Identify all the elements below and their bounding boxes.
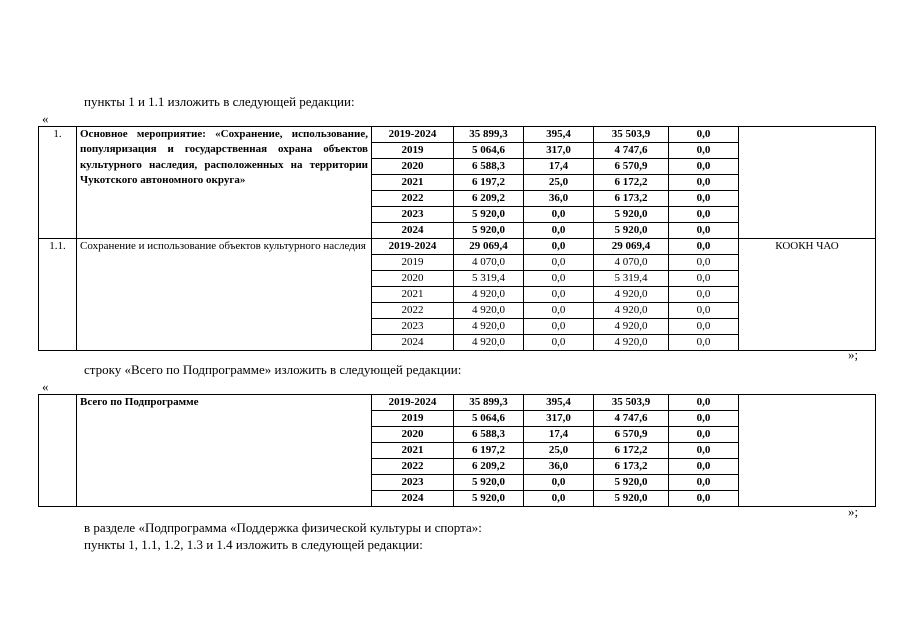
federal-budget-cell: 395,4 (524, 127, 594, 143)
other-sources-cell: 0,0 (669, 239, 739, 255)
period-cell: 2019 (372, 255, 454, 271)
regional-budget-cell: 29 069,4 (594, 239, 669, 255)
federal-budget-cell: 0,0 (524, 271, 594, 287)
federal-budget-cell: 0,0 (524, 287, 594, 303)
period-cell: 2020 (372, 427, 454, 443)
other-sources-cell: 0,0 (669, 443, 739, 459)
federal-budget-cell: 17,4 (524, 427, 594, 443)
total-cell: 29 069,4 (454, 239, 524, 255)
federal-budget-cell: 36,0 (524, 459, 594, 475)
other-sources-cell: 0,0 (669, 271, 739, 287)
total-label-cell: Всего по Подпрограмме (77, 395, 372, 507)
federal-budget-cell: 0,0 (524, 207, 594, 223)
total-cell: 35 899,3 (454, 127, 524, 143)
period-cell: 2019-2024 (372, 127, 454, 143)
period-cell: 2024 (372, 491, 454, 507)
middle-paragraph: строку «Всего по Подпрограмме» изложить в следующей редакции: (84, 362, 462, 377)
responsible-executor-cell: КООКН ЧАО (739, 239, 876, 351)
federal-budget-cell: 395,4 (524, 395, 594, 411)
total-cell: 5 064,6 (454, 143, 524, 159)
total-cell: 4 920,0 (454, 287, 524, 303)
final-paragraph: пункты 1, 1.1, 1.2, 1.3 и 1.4 изложить в следующей редакции: (84, 537, 423, 552)
period-cell: 2020 (372, 159, 454, 175)
federal-budget-cell: 0,0 (524, 303, 594, 319)
period-cell: 2022 (372, 303, 454, 319)
close-quote-1: »; (848, 347, 859, 362)
other-sources-cell: 0,0 (669, 475, 739, 491)
other-sources-cell: 0,0 (669, 143, 739, 159)
federal-budget-cell: 317,0 (524, 143, 594, 159)
total-cell: 4 920,0 (454, 335, 524, 351)
federal-budget-cell: 36,0 (524, 191, 594, 207)
regional-budget-cell: 5 920,0 (594, 491, 669, 507)
total-cell: 5 319,4 (454, 271, 524, 287)
other-sources-cell: 0,0 (669, 459, 739, 475)
regional-budget-cell: 6 570,9 (594, 159, 669, 175)
item-description-cell: Сохранение и использование объектов культурного наследия (77, 239, 372, 351)
other-sources-cell: 0,0 (669, 159, 739, 175)
table-subprogram-total (38, 394, 876, 507)
regional-budget-cell: 4 920,0 (594, 319, 669, 335)
item-number-cell: 1. (39, 127, 77, 239)
period-cell: 2019 (372, 143, 454, 159)
intro-paragraph: пункты 1 и 1.1 изложить в следующей редакции: (84, 94, 355, 109)
federal-budget-cell: 25,0 (524, 175, 594, 191)
other-sources-cell: 0,0 (669, 427, 739, 443)
total-cell: 6 209,2 (454, 191, 524, 207)
total-cell: 6 588,3 (454, 427, 524, 443)
table-row (39, 127, 876, 143)
responsible-executor-cell (739, 127, 876, 239)
federal-budget-cell: 0,0 (524, 255, 594, 271)
period-cell: 2020 (372, 271, 454, 287)
regional-budget-cell: 5 920,0 (594, 223, 669, 239)
federal-budget-cell: 25,0 (524, 443, 594, 459)
period-cell: 2023 (372, 319, 454, 335)
regional-budget-cell: 4 920,0 (594, 287, 669, 303)
other-sources-cell: 0,0 (669, 335, 739, 351)
regional-budget-cell: 5 920,0 (594, 475, 669, 491)
item-number-cell (39, 395, 77, 507)
total-cell: 6 197,2 (454, 175, 524, 191)
regional-budget-cell: 6 173,2 (594, 459, 669, 475)
other-sources-cell: 0,0 (669, 223, 739, 239)
item-number-cell: 1.1. (39, 239, 77, 351)
regional-budget-cell: 4 747,6 (594, 143, 669, 159)
open-quote-1: « (42, 111, 49, 126)
total-cell: 6 197,2 (454, 443, 524, 459)
federal-budget-cell: 0,0 (524, 491, 594, 507)
total-cell: 4 920,0 (454, 319, 524, 335)
period-cell: 2019-2024 (372, 239, 454, 255)
regional-budget-cell: 6 173,2 (594, 191, 669, 207)
period-cell: 2021 (372, 175, 454, 191)
item-description-cell: Основное мероприятие: «Сохранение, использование, популяризация и государственная охрана объектов культурного наследия, расположенных на территории Чукотского автономного округа» (77, 127, 372, 239)
period-cell: 2021 (372, 287, 454, 303)
other-sources-cell: 0,0 (669, 395, 739, 411)
responsible-executor-cell (739, 395, 876, 507)
regional-budget-cell: 6 172,2 (594, 443, 669, 459)
other-sources-cell: 0,0 (669, 127, 739, 143)
regional-budget-cell: 6 570,9 (594, 427, 669, 443)
total-cell: 5 064,6 (454, 411, 524, 427)
period-cell: 2024 (372, 223, 454, 239)
federal-budget-cell: 0,0 (524, 223, 594, 239)
federal-budget-cell: 0,0 (524, 335, 594, 351)
federal-budget-cell: 0,0 (524, 319, 594, 335)
other-sources-cell: 0,0 (669, 175, 739, 191)
period-cell: 2022 (372, 191, 454, 207)
federal-budget-cell: 317,0 (524, 411, 594, 427)
period-cell: 2022 (372, 459, 454, 475)
other-sources-cell: 0,0 (669, 319, 739, 335)
period-cell: 2023 (372, 475, 454, 491)
federal-budget-cell: 17,4 (524, 159, 594, 175)
regional-budget-cell: 35 503,9 (594, 127, 669, 143)
table-row (39, 239, 876, 255)
total-cell: 6 209,2 (454, 459, 524, 475)
period-cell: 2023 (372, 207, 454, 223)
total-cell: 5 920,0 (454, 475, 524, 491)
total-cell: 35 899,3 (454, 395, 524, 411)
regional-budget-cell: 4 070,0 (594, 255, 669, 271)
total-cell: 4 920,0 (454, 303, 524, 319)
period-cell: 2019-2024 (372, 395, 454, 411)
total-cell: 4 070,0 (454, 255, 524, 271)
regional-budget-cell: 5 920,0 (594, 207, 669, 223)
table-subprogram-items (38, 126, 876, 351)
federal-budget-cell: 0,0 (524, 475, 594, 491)
total-cell: 5 920,0 (454, 491, 524, 507)
total-cell: 5 920,0 (454, 207, 524, 223)
other-sources-cell: 0,0 (669, 303, 739, 319)
regional-budget-cell: 4 747,6 (594, 411, 669, 427)
period-cell: 2024 (372, 335, 454, 351)
regional-budget-cell: 35 503,9 (594, 395, 669, 411)
close-quote-2: »; (848, 504, 859, 519)
other-sources-cell: 0,0 (669, 411, 739, 427)
period-cell: 2021 (372, 443, 454, 459)
regional-budget-cell: 4 920,0 (594, 335, 669, 351)
table-row (39, 395, 876, 411)
section-paragraph: в разделе «Подпрограмма «Поддержка физической культуры и спорта»: (84, 520, 482, 535)
regional-budget-cell: 4 920,0 (594, 303, 669, 319)
total-cell: 6 588,3 (454, 159, 524, 175)
other-sources-cell: 0,0 (669, 255, 739, 271)
regional-budget-cell: 6 172,2 (594, 175, 669, 191)
regional-budget-cell: 5 319,4 (594, 271, 669, 287)
open-quote-2: « (42, 379, 49, 394)
total-cell: 5 920,0 (454, 223, 524, 239)
other-sources-cell: 0,0 (669, 491, 739, 507)
federal-budget-cell: 0,0 (524, 239, 594, 255)
other-sources-cell: 0,0 (669, 207, 739, 223)
other-sources-cell: 0,0 (669, 191, 739, 207)
period-cell: 2019 (372, 411, 454, 427)
other-sources-cell: 0,0 (669, 287, 739, 303)
